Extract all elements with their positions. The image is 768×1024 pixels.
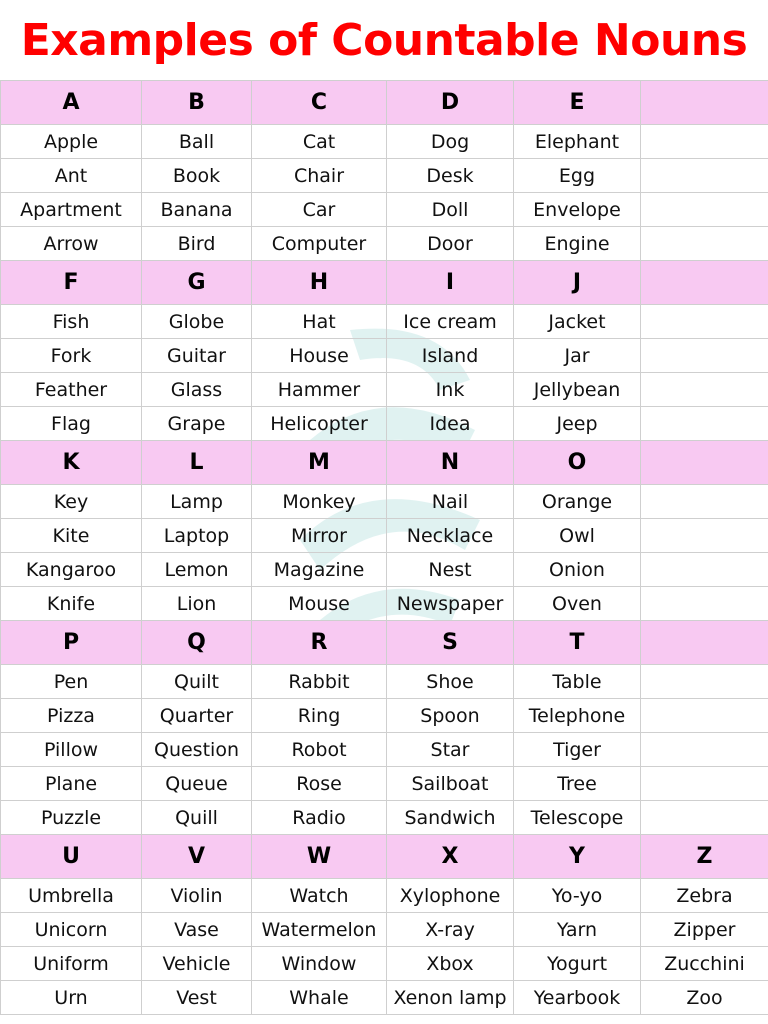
noun-cell: Ball <box>142 125 252 159</box>
letter-header: M <box>252 441 387 485</box>
noun-cell: Unicorn <box>1 913 142 947</box>
noun-cell: Umbrella <box>1 879 142 913</box>
noun-cell: Zipper <box>641 913 768 947</box>
letter-header-row <box>1 81 768 125</box>
letter-header: P <box>1 621 142 665</box>
empty-cell <box>641 373 768 407</box>
noun-cell: Dog <box>387 125 514 159</box>
noun-cell: Radio <box>252 801 387 835</box>
noun-cell: Watermelon <box>252 913 387 947</box>
noun-cell: Kangaroo <box>1 553 142 587</box>
letter-header: Y <box>514 835 641 879</box>
letter-header-row <box>1 441 768 485</box>
noun-cell: Ring <box>252 699 387 733</box>
noun-cell: Lamp <box>142 485 252 519</box>
noun-cell: Tiger <box>514 733 641 767</box>
noun-cell: Guitar <box>142 339 252 373</box>
letter-header: J <box>514 261 641 305</box>
noun-cell: House <box>252 339 387 373</box>
empty-cell <box>641 485 768 519</box>
letter-header: T <box>514 621 641 665</box>
empty-cell <box>641 227 768 261</box>
noun-cell: Flag <box>1 407 142 441</box>
letter-header: L <box>142 441 252 485</box>
letter-header: R <box>252 621 387 665</box>
noun-cell: Shoe <box>387 665 514 699</box>
noun-cell: Laptop <box>142 519 252 553</box>
noun-cell: Window <box>252 947 387 981</box>
noun-cell: Onion <box>514 553 641 587</box>
noun-cell: Monkey <box>252 485 387 519</box>
letter-header: K <box>1 441 142 485</box>
header-blank-cell <box>641 441 768 485</box>
noun-cell: Uniform <box>1 947 142 981</box>
table-row <box>1 125 768 159</box>
noun-cell: Xenon lamp <box>387 981 514 1015</box>
noun-cell: Telephone <box>514 699 641 733</box>
table-row <box>1 879 768 913</box>
noun-cell: Yo-yo <box>514 879 641 913</box>
empty-cell <box>641 587 768 621</box>
noun-cell: Doll <box>387 193 514 227</box>
table-row <box>1 407 768 441</box>
letter-header: D <box>387 81 514 125</box>
noun-cell: Mouse <box>252 587 387 621</box>
noun-cell: Zebra <box>641 879 768 913</box>
noun-cell: Grape <box>142 407 252 441</box>
letter-header: Q <box>142 621 252 665</box>
noun-cell: Question <box>142 733 252 767</box>
noun-cell: Lion <box>142 587 252 621</box>
letter-header: N <box>387 441 514 485</box>
nouns-table <box>0 80 768 1015</box>
letter-header: E <box>514 81 641 125</box>
noun-cell: Queue <box>142 767 252 801</box>
noun-cell: Quill <box>142 801 252 835</box>
noun-cell: Fish <box>1 305 142 339</box>
noun-cell: Yearbook <box>514 981 641 1015</box>
table-row <box>1 981 768 1015</box>
letter-header: O <box>514 441 641 485</box>
letter-header: V <box>142 835 252 879</box>
noun-cell: Feather <box>1 373 142 407</box>
table-row <box>1 913 768 947</box>
noun-cell: Ice cream <box>387 305 514 339</box>
table-row <box>1 159 768 193</box>
letter-header: U <box>1 835 142 879</box>
table-row <box>1 305 768 339</box>
noun-cell: Pillow <box>1 733 142 767</box>
noun-cell: Star <box>387 733 514 767</box>
noun-cell: Zucchini <box>641 947 768 981</box>
noun-cell: Island <box>387 339 514 373</box>
noun-cell: Magazine <box>252 553 387 587</box>
noun-cell: Pen <box>1 665 142 699</box>
empty-cell <box>641 125 768 159</box>
noun-cell: Nail <box>387 485 514 519</box>
noun-cell: Robot <box>252 733 387 767</box>
table-row <box>1 699 768 733</box>
empty-cell <box>641 407 768 441</box>
noun-cell: Key <box>1 485 142 519</box>
empty-cell <box>641 699 768 733</box>
noun-cell: Vase <box>142 913 252 947</box>
header-blank-cell <box>641 621 768 665</box>
header-blank-cell <box>641 261 768 305</box>
empty-cell <box>641 305 768 339</box>
empty-cell <box>641 665 768 699</box>
letter-header: W <box>252 835 387 879</box>
noun-cell: Necklace <box>387 519 514 553</box>
noun-cell: Xylophone <box>387 879 514 913</box>
noun-cell: Computer <box>252 227 387 261</box>
noun-cell: Orange <box>514 485 641 519</box>
table-row <box>1 519 768 553</box>
empty-cell <box>641 339 768 373</box>
noun-cell: Rabbit <box>252 665 387 699</box>
noun-cell: Elephant <box>514 125 641 159</box>
noun-cell: Banana <box>142 193 252 227</box>
page-title: Examples of Countable Nouns <box>20 14 748 66</box>
noun-cell: Desk <box>387 159 514 193</box>
noun-cell: Hammer <box>252 373 387 407</box>
letter-header: S <box>387 621 514 665</box>
noun-cell: Door <box>387 227 514 261</box>
noun-cell: Watch <box>252 879 387 913</box>
letter-header: F <box>1 261 142 305</box>
empty-cell <box>641 193 768 227</box>
noun-cell: Pizza <box>1 699 142 733</box>
letter-header: A <box>1 81 142 125</box>
noun-cell: Oven <box>514 587 641 621</box>
letter-header: B <box>142 81 252 125</box>
noun-cell: Violin <box>142 879 252 913</box>
noun-cell: Egg <box>514 159 641 193</box>
empty-cell <box>641 767 768 801</box>
noun-cell: Lemon <box>142 553 252 587</box>
noun-cell: Chair <box>252 159 387 193</box>
noun-cell: Mirror <box>252 519 387 553</box>
noun-cell: Book <box>142 159 252 193</box>
letter-header-row <box>1 835 768 879</box>
noun-cell: Jar <box>514 339 641 373</box>
noun-cell: Bird <box>142 227 252 261</box>
table-row <box>1 767 768 801</box>
noun-cell: Jacket <box>514 305 641 339</box>
table-row <box>1 553 768 587</box>
table-row <box>1 947 768 981</box>
noun-cell: Envelope <box>514 193 641 227</box>
noun-cell: Glass <box>142 373 252 407</box>
noun-cell: Idea <box>387 407 514 441</box>
noun-cell: Quilt <box>142 665 252 699</box>
noun-cell: Rose <box>252 767 387 801</box>
letter-header-row <box>1 621 768 665</box>
noun-cell: Sandwich <box>387 801 514 835</box>
noun-cell: Owl <box>514 519 641 553</box>
noun-cell: Yogurt <box>514 947 641 981</box>
noun-cell: Xbox <box>387 947 514 981</box>
empty-cell <box>641 801 768 835</box>
noun-cell: Hat <box>252 305 387 339</box>
table-row <box>1 733 768 767</box>
noun-cell: Knife <box>1 587 142 621</box>
letter-header: X <box>387 835 514 879</box>
noun-cell: Quarter <box>142 699 252 733</box>
table-row <box>1 801 768 835</box>
noun-cell: Yarn <box>514 913 641 947</box>
noun-cell: Kite <box>1 519 142 553</box>
noun-cell: Apartment <box>1 193 142 227</box>
table-row <box>1 587 768 621</box>
noun-cell: X-ray <box>387 913 514 947</box>
noun-cell: Sailboat <box>387 767 514 801</box>
table-row <box>1 485 768 519</box>
noun-cell: Table <box>514 665 641 699</box>
noun-cell: Fork <box>1 339 142 373</box>
noun-cell: Arrow <box>1 227 142 261</box>
empty-cell <box>641 519 768 553</box>
noun-cell: Vehicle <box>142 947 252 981</box>
table-row <box>1 193 768 227</box>
empty-cell <box>641 553 768 587</box>
table-row <box>1 339 768 373</box>
header-blank-cell <box>641 81 768 125</box>
noun-cell: Cat <box>252 125 387 159</box>
letter-header: Z <box>641 835 768 879</box>
noun-cell: Telescope <box>514 801 641 835</box>
noun-cell: Engine <box>514 227 641 261</box>
noun-cell: Tree <box>514 767 641 801</box>
table-row <box>1 373 768 407</box>
letter-header: I <box>387 261 514 305</box>
table-row <box>1 665 768 699</box>
noun-cell: Jellybean <box>514 373 641 407</box>
noun-cell: Urn <box>1 981 142 1015</box>
empty-cell <box>641 159 768 193</box>
letter-header: G <box>142 261 252 305</box>
noun-cell: Globe <box>142 305 252 339</box>
noun-cell: Nest <box>387 553 514 587</box>
empty-cell <box>641 733 768 767</box>
noun-cell: Ink <box>387 373 514 407</box>
noun-cell: Apple <box>1 125 142 159</box>
noun-cell: Vest <box>142 981 252 1015</box>
letter-header-row <box>1 261 768 305</box>
noun-cell: Spoon <box>387 699 514 733</box>
letter-header: C <box>252 81 387 125</box>
noun-cell: Newspaper <box>387 587 514 621</box>
noun-cell: Car <box>252 193 387 227</box>
letter-header: H <box>252 261 387 305</box>
noun-cell: Ant <box>1 159 142 193</box>
noun-cell: Zoo <box>641 981 768 1015</box>
noun-cell: Plane <box>1 767 142 801</box>
noun-cell: Whale <box>252 981 387 1015</box>
noun-cell: Helicopter <box>252 407 387 441</box>
noun-cell: Puzzle <box>1 801 142 835</box>
table-row <box>1 227 768 261</box>
noun-cell: Jeep <box>514 407 641 441</box>
